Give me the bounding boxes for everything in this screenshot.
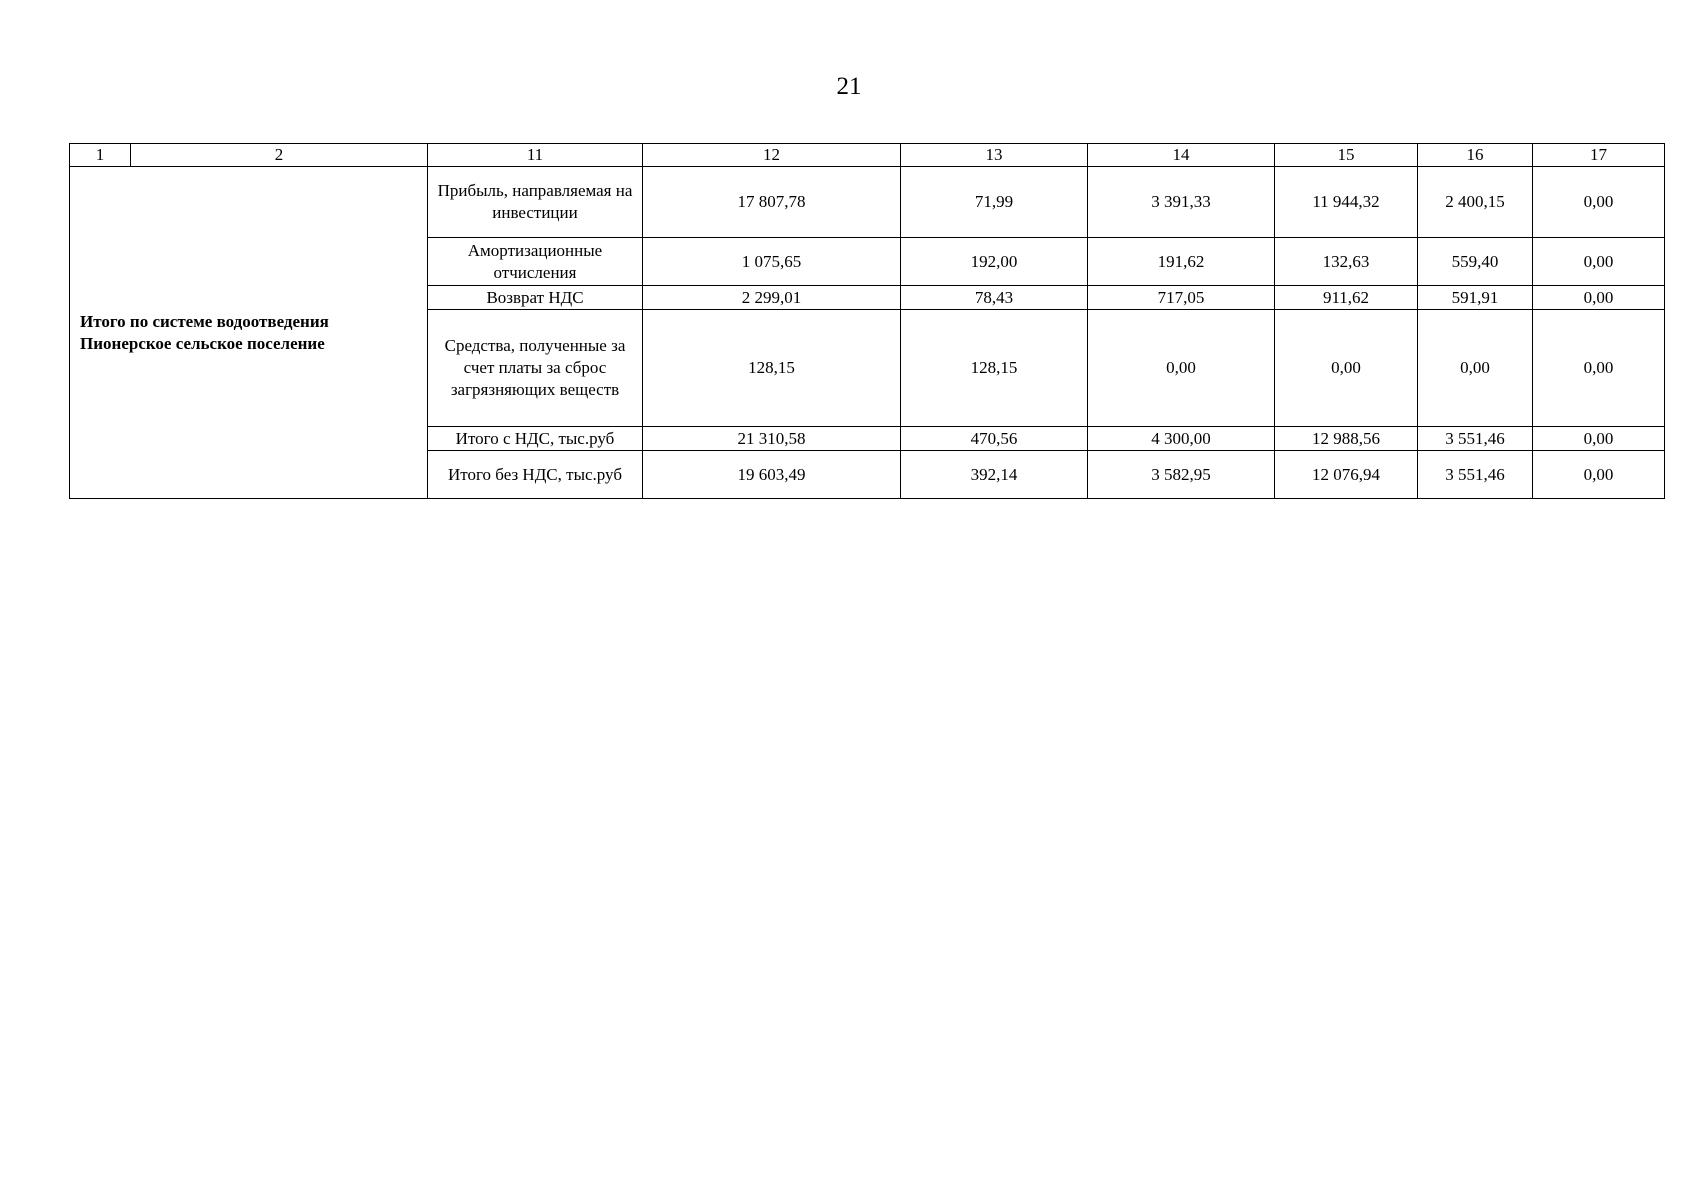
row-label: Средства, полученные за счет платы за сброс загрязняющих веществ <box>428 310 643 427</box>
value-cell: 3 582,95 <box>1088 451 1275 499</box>
value-cell: 0,00 <box>1533 451 1665 499</box>
column-header: 17 <box>1533 144 1665 167</box>
value-cell: 2 400,15 <box>1418 167 1533 238</box>
value-cell: 0,00 <box>1533 286 1665 310</box>
table-row <box>70 167 1665 238</box>
value-cell: 3 391,33 <box>1088 167 1275 238</box>
column-header: 2 <box>131 144 428 167</box>
row-label: Итого без НДС, тыс.руб <box>428 451 643 499</box>
row-label: Амортизационные отчисления <box>428 238 643 286</box>
column-header: 13 <box>901 144 1088 167</box>
value-cell: 0,00 <box>1418 310 1533 427</box>
value-cell: 71,99 <box>901 167 1088 238</box>
value-cell: 0,00 <box>1533 427 1665 451</box>
group-label: Итого по системе водоотведения Пионерское сельское поселение <box>70 167 428 499</box>
row-label: Прибыль, направляемая на инвестиции <box>428 167 643 238</box>
value-cell: 19 603,49 <box>643 451 901 499</box>
page-number: 21 <box>836 73 862 100</box>
column-header: 15 <box>1275 144 1418 167</box>
value-cell: 11 944,32 <box>1275 167 1418 238</box>
value-cell: 128,15 <box>643 310 901 427</box>
value-cell: 1 075,65 <box>643 238 901 286</box>
value-cell: 0,00 <box>1088 310 1275 427</box>
value-cell: 128,15 <box>901 310 1088 427</box>
value-cell: 17 807,78 <box>643 167 901 238</box>
value-cell: 0,00 <box>1533 167 1665 238</box>
column-header: 11 <box>428 144 643 167</box>
value-cell: 12 988,56 <box>1275 427 1418 451</box>
investment-table <box>69 143 1665 499</box>
value-cell: 132,63 <box>1275 238 1418 286</box>
value-cell: 191,62 <box>1088 238 1275 286</box>
value-cell: 559,40 <box>1418 238 1533 286</box>
value-cell: 192,00 <box>901 238 1088 286</box>
value-cell: 0,00 <box>1533 238 1665 286</box>
value-cell: 470,56 <box>901 427 1088 451</box>
row-label: Итого с НДС, тыс.руб <box>428 427 643 451</box>
value-cell: 78,43 <box>901 286 1088 310</box>
column-header: 14 <box>1088 144 1275 167</box>
value-cell: 3 551,46 <box>1418 427 1533 451</box>
value-cell: 717,05 <box>1088 286 1275 310</box>
value-cell: 21 310,58 <box>643 427 901 451</box>
value-cell: 0,00 <box>1533 310 1665 427</box>
column-number-row <box>70 144 1665 167</box>
column-header: 16 <box>1418 144 1533 167</box>
value-cell: 12 076,94 <box>1275 451 1418 499</box>
row-label: Возврат НДС <box>428 286 643 310</box>
value-cell: 4 300,00 <box>1088 427 1275 451</box>
value-cell: 591,91 <box>1418 286 1533 310</box>
column-header: 1 <box>70 144 131 167</box>
value-cell: 0,00 <box>1275 310 1418 427</box>
value-cell: 2 299,01 <box>643 286 901 310</box>
value-cell: 911,62 <box>1275 286 1418 310</box>
value-cell: 3 551,46 <box>1418 451 1533 499</box>
value-cell: 392,14 <box>901 451 1088 499</box>
column-header: 12 <box>643 144 901 167</box>
